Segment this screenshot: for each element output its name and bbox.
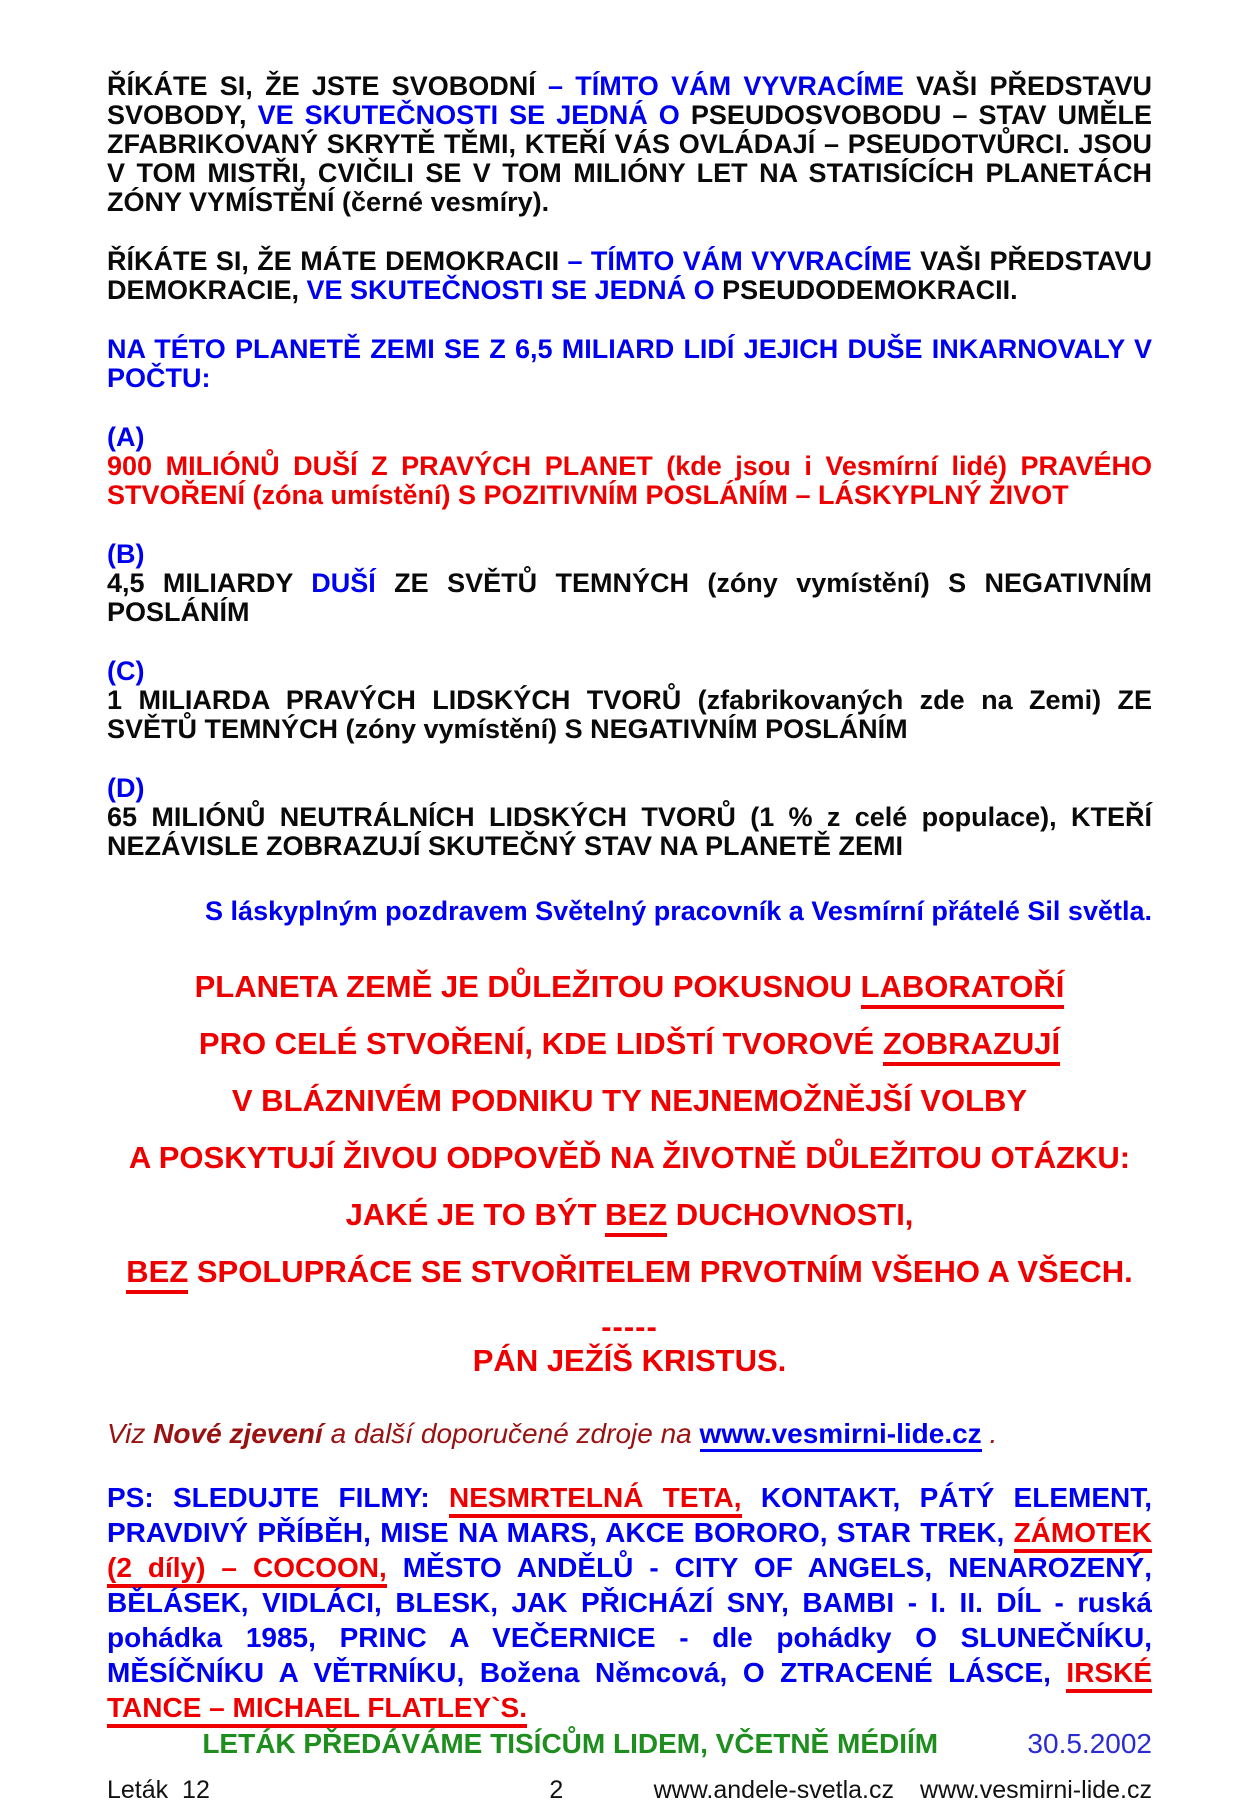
paragraph-freedom <box>107 72 1152 217</box>
text-segment-highlight: – TÍMTO VÁM VYVRACÍME <box>567 246 912 276</box>
text-segment: ŘÍKÁTE SI, ŽE JSTE SVOBODNÍ <box>107 71 548 101</box>
text-segment: PSEUDOSVOBODU – STAV UMĚLE ZFABRIKOVANÝ SKRYTĚ TĚMI, KTEŘÍ VÁS OVLÁDAJÍ – PSEUDOTVŮRCI. JSOU V TOM MISTŘI, CVIČILI SE V TOM MILIÓNY LET NA STATISÍCÍCH PLANETÁCH ZÓNY VYMÍSTĚNÍ (černé vesmíry). <box>107 100 1152 217</box>
source-line <box>107 1418 1152 1450</box>
text-segment: ŘÍKÁTE SI, ŽE MÁTE DEMOKRACII <box>107 246 568 276</box>
movie-highlight: IRSKÉ TANCE – MICHAEL FLATLEY`S. <box>107 1657 1152 1728</box>
banner-line-1 <box>107 970 1152 1004</box>
movie-highlight: ZÁMOTEK (2 díly) – COCOON, <box>107 1517 1152 1588</box>
list-item-d <box>107 774 1152 861</box>
banner-divider: ----- <box>601 1309 658 1344</box>
text-segment-highlight: DUŠÍ <box>311 568 376 598</box>
text-segment: SPOLUPRÁCE SE STVOŘITELEM PRVOTNÍM VŠEHO A VŠECH. <box>188 1254 1133 1289</box>
vesmirni-lide-link[interactable]: www.vesmirni-lide.cz <box>700 1418 982 1452</box>
list-item-c <box>107 657 1152 744</box>
distribution-text: LETÁK PŘEDÁVÁME TISÍCŮM LIDEM, VČETNĚ MÉDIÍM <box>202 1728 939 1759</box>
list-text-d: 65 MILIÓNŮ NEUTRÁLNÍCH LIDSKÝCH TVORŮ (1 % z celé populace), KTEŘÍ NEZÁVISLE ZOBRAZUJÍ SKUTEČNÝ STAV NA PLANETĚ ZEMI <box>107 802 1152 861</box>
leaflet-number: Leták 12 <box>107 1776 210 1804</box>
banner-line-7: PÁN JEŽÍŠ KRISTUS. <box>472 1343 787 1378</box>
underlined-word: BEZ <box>126 1254 188 1294</box>
ps-movies-paragraph <box>107 1480 1152 1725</box>
page-number: 2 <box>549 1776 564 1804</box>
banner-line-6 <box>107 1255 1152 1289</box>
banner-line-5 <box>107 1198 1152 1232</box>
footer-sites <box>629 1775 1152 1805</box>
text-segment: a další doporučené zdroje na <box>322 1418 700 1449</box>
text-segment: VAŠI PŘEDSTAVU SVOBODY, <box>107 71 1152 130</box>
text-segment: PRO CELÉ STVOŘENÍ, KDE LIDŠTÍ TVOROVÉ <box>198 1026 883 1061</box>
list-label-a: (A) <box>107 422 145 452</box>
underlined-word: LABORATOŘÍ <box>861 969 1065 1009</box>
underlined-word: BEZ <box>605 1197 667 1237</box>
text-segment: VAŠI PŘEDSTAVU DEMOKRACIE, <box>107 246 1152 305</box>
paragraph-incarnation-intro: NA TÉTO PLANETĚ ZEMI SE Z 6,5 MILIARD LIDÍ JEJICH DUŠE INKARNOVALY V POČTU: <box>107 334 1152 393</box>
text-segment: . <box>981 1418 998 1449</box>
page-footer <box>107 1775 1152 1805</box>
list-label-c: (C) <box>107 656 145 686</box>
list-label-d: (D) <box>107 773 145 803</box>
date-stamp: 30.5.2002 <box>1027 1728 1152 1759</box>
text-segment-highlight: – TÍMTO VÁM VYVRACÍME <box>548 71 904 101</box>
text-segment: 4,5 MILIARDY <box>107 568 312 598</box>
footer-site-andele: www.andele-svetla.cz <box>653 1776 895 1804</box>
banner-line-2 <box>107 1027 1152 1061</box>
list-item-a <box>107 423 1152 510</box>
text-segment-highlight: VE SKUTEČNOSTI SE JEDNÁ O <box>257 100 680 130</box>
banner-line-4: A POSKYTUJÍ ŽIVOU ODPOVĚĎ NA ŽIVOTNĚ DŮLEŽITOU OTÁZKU: <box>128 1140 1131 1175</box>
footer-site-vesmirni: www.vesmirni-lide.cz <box>920 1776 1152 1804</box>
text-segment-highlight: VE SKUTEČNOSTI SE JEDNÁ O <box>306 275 715 305</box>
text-segment: DUCHOVNOSTI, <box>667 1197 914 1232</box>
underlined-word: ZOBRAZUJÍ <box>883 1026 1060 1066</box>
text-segment: KONTAKT, PÁTÝ ELEMENT, PRAVDIVÝ PŘÍBĚH, MISE NA MARS, AKCE BORORO, STAR TREK, <box>107 1482 1152 1548</box>
text-segment: PSEUDODEMOKRACII. <box>714 275 1018 305</box>
text-segment: ZE SVĚTŮ TEMNÝCH (zóny vymístění) S NEGATIVNÍM POSLÁNÍM <box>107 568 1153 627</box>
source-title: Nové zjevení <box>153 1418 323 1449</box>
text-segment: Viz <box>107 1418 154 1449</box>
banner-line-3: V BLÁZNIVÉM PODNIKU TY NEJNEMOŽNĚJŠÍ VOLBY <box>231 1083 1028 1118</box>
text-segment: MĚSTO ANDĚLŮ - CITY OF ANGELS, NENAROZENÝ, BĚLÁSEK, VIDLÁCI, BLESK, JAK PŘICHÁZÍ SNY, BAMBI - I. II. DÍL - ruská pohádka 1985, PRINC A VEČERNICE - dle pohádky O SLUNEČNÍKU, MĚSÍČNÍKU A VĚTRNÍKU, Božena Němcová, O ZTRACENÉ LÁSCE, <box>107 1552 1152 1688</box>
list-text-a: 900 MILIÓNŮ DUŠÍ Z PRAVÝCH PLANET (kde jsou i Vesmírní lidé) PRAVÉHO STVOŘENÍ (zóna umístění) S POZITIVNÍM POSLÁNÍM – LÁSKYPLNÝ ŽIVOT <box>107 451 1152 510</box>
movie-highlight: NESMRTELNÁ TETA, <box>449 1482 742 1518</box>
signoff-line: S láskyplným pozdravem Světelný pracovník a Vesmírní přátelé Sil světla. <box>205 896 1152 926</box>
list-item-b <box>107 540 1152 627</box>
list-text-c: 1 MILIARDA PRAVÝCH LIDSKÝCH TVORŮ (zfabrikovaných zde na Zemi) ZE SVĚTŮ TEMNÝCH (zóny vymístění) S NEGATIVNÍM POSLÁNÍM <box>107 685 1152 744</box>
text-segment: PS: SLEDUJTE FILMY: <box>107 1482 450 1513</box>
list-label-b: (B) <box>107 539 145 569</box>
text-segment: JAKÉ JE TO BÝT <box>345 1197 606 1232</box>
banner-block <box>107 970 1152 1378</box>
distribution-line <box>107 1727 1152 1761</box>
paragraph-democracy <box>107 247 1152 305</box>
text-segment: PLANETA ZEMĚ JE DŮLEŽITOU POKUSNOU <box>194 969 861 1004</box>
